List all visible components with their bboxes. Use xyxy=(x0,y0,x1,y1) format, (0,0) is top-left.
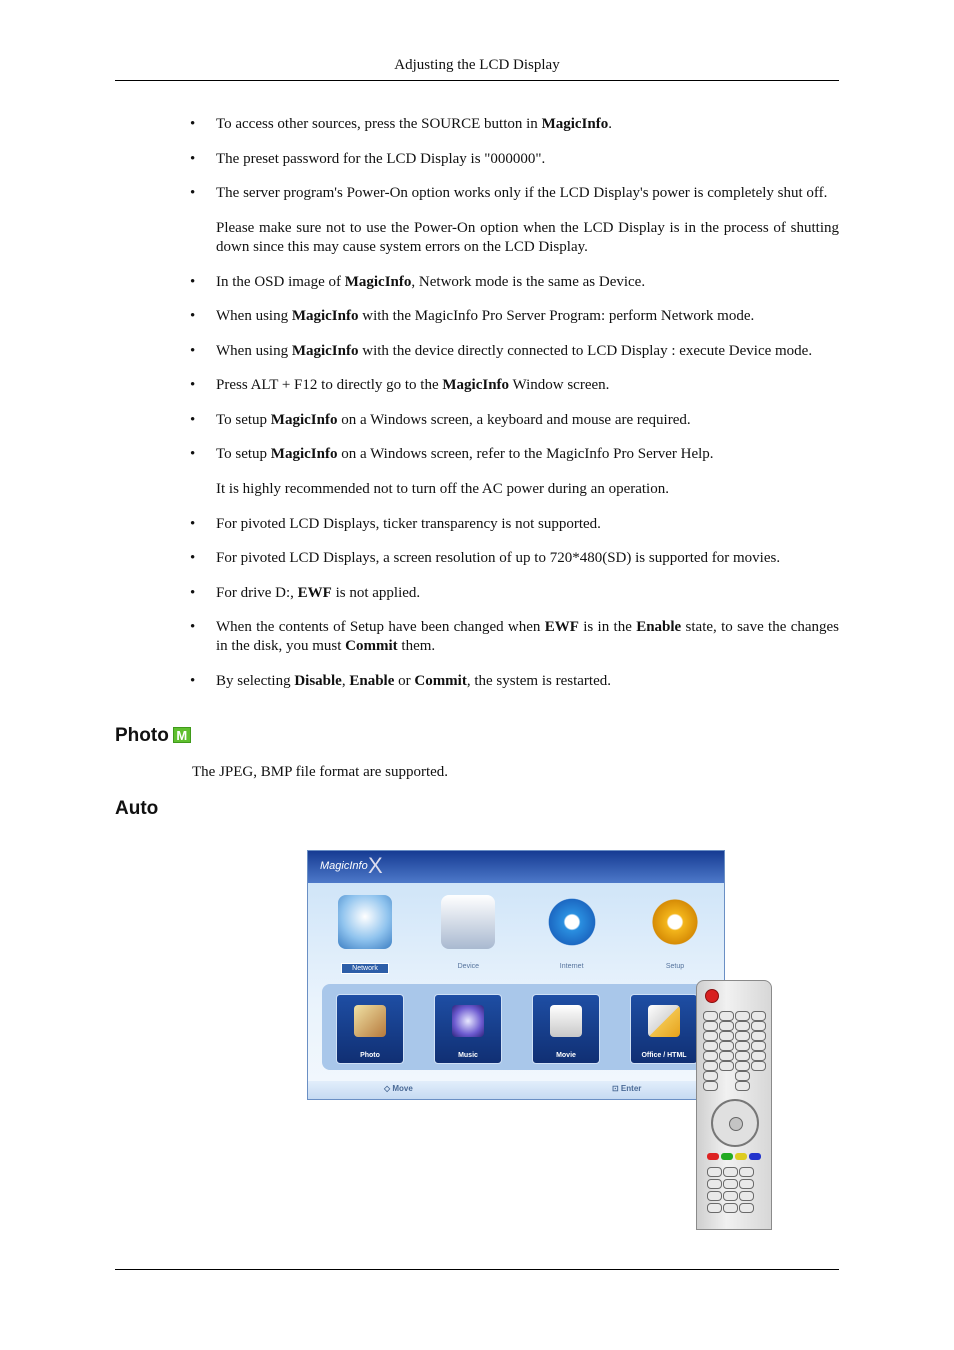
note-text xyxy=(216,516,601,532)
bullet-glyph: • xyxy=(190,446,196,462)
footer-rule xyxy=(115,1269,839,1270)
office-icon xyxy=(648,1005,680,1037)
magicinfo-brand-mark: X xyxy=(368,853,383,878)
bold-term: MagicInfo xyxy=(270,411,338,428)
text-run: or xyxy=(394,672,415,689)
text-run: on a Windows screen, refer to the MagicInfo Pro Server Help. xyxy=(337,446,714,462)
tile-label-text: Device xyxy=(457,963,480,970)
remote-key xyxy=(707,1191,722,1201)
text-run: Window screen. xyxy=(509,377,610,393)
bold-term: Enable xyxy=(636,619,682,635)
tile-internet xyxy=(537,895,607,974)
remote-key xyxy=(739,1191,754,1201)
app-photo xyxy=(336,994,404,1064)
tile-label-text: Internet xyxy=(559,963,584,970)
remote-key xyxy=(703,1071,718,1081)
remote-key xyxy=(723,1167,738,1177)
app-music xyxy=(434,994,502,1064)
bold-term: MagicInfo xyxy=(291,342,359,359)
note-item-source xyxy=(190,115,839,134)
text-run: them. xyxy=(397,638,436,654)
note-followup: It is highly recommended not to turn off the AC power during an operation. xyxy=(216,481,669,497)
text-run: To setup xyxy=(216,446,271,462)
bold-term: EWF xyxy=(544,619,579,635)
note-text xyxy=(216,343,812,359)
note-text xyxy=(216,550,780,566)
text-run: For pivoted LCD Displays, a screen resolution of up to 720*480(SD) is supported for movies. xyxy=(216,550,781,566)
remote-key xyxy=(735,1061,750,1071)
bullet-glyph: • xyxy=(190,116,196,132)
network-icon xyxy=(338,895,392,949)
tile-label-text: Setup xyxy=(665,963,685,970)
remote-key xyxy=(735,1041,750,1051)
remote-key xyxy=(735,1021,750,1031)
app-label: Movie xyxy=(556,1052,576,1059)
tile-label xyxy=(433,963,503,970)
internet-icon xyxy=(545,895,599,949)
text-run: with the device directly connected to LCD Display : execute Device mode. xyxy=(358,342,813,359)
text-run: To setup xyxy=(216,411,271,428)
remote-red-button xyxy=(707,1153,719,1160)
remote-key xyxy=(719,1041,734,1051)
bullet-glyph: • xyxy=(190,550,196,566)
photo-heading xyxy=(115,725,191,747)
remote-key xyxy=(703,1081,718,1091)
remote-key xyxy=(735,1071,750,1081)
note-text xyxy=(216,377,609,393)
m-badge-icon: M xyxy=(173,727,191,743)
text-run: is not applied. xyxy=(331,584,421,601)
bullet-glyph: • xyxy=(190,411,196,428)
text-run: is in the xyxy=(578,619,637,635)
remote-green-button xyxy=(721,1153,733,1160)
remote-key xyxy=(703,1061,718,1071)
note-item-device xyxy=(190,342,839,361)
remote-key xyxy=(751,1011,766,1021)
bullet-glyph: • xyxy=(190,150,196,167)
setup-gear-icon xyxy=(648,895,702,949)
app-movie xyxy=(532,994,600,1064)
remote-key xyxy=(719,1031,734,1041)
text-run: Press ALT + F12 to directly go to the xyxy=(216,377,443,393)
remote-dpad-center xyxy=(729,1117,743,1131)
bullet-glyph: • xyxy=(190,185,196,201)
bold-term: MagicInfo xyxy=(442,377,510,393)
note-item-ewf xyxy=(190,584,839,603)
remote-key xyxy=(739,1179,754,1189)
remote-key xyxy=(719,1021,734,1031)
header-rule xyxy=(115,80,839,81)
remote-key xyxy=(751,1051,766,1061)
tile-network xyxy=(330,895,400,974)
note-text xyxy=(216,619,839,654)
app-label: Music xyxy=(458,1052,478,1059)
note-text xyxy=(216,585,420,601)
remote-key xyxy=(751,1021,766,1031)
note-text xyxy=(216,308,754,324)
note-text xyxy=(216,185,827,201)
remote-control-image xyxy=(696,980,772,1230)
photo-icon xyxy=(354,1005,386,1037)
note-text xyxy=(216,412,691,428)
tile-device xyxy=(433,895,503,974)
bold-term: Commit xyxy=(414,672,467,689)
page-header-title: Adjusting the LCD Display xyxy=(394,57,560,73)
text-run: , Network mode is the same as Device. xyxy=(411,273,646,290)
move-hint: ◇ Move xyxy=(384,1084,413,1093)
remote-key xyxy=(703,1021,718,1031)
bold-term: MagicInfo xyxy=(291,308,359,324)
remote-key xyxy=(703,1041,718,1051)
note-text xyxy=(216,673,611,689)
text-run: with the MagicInfo Pro Server Program: perform Network mode. xyxy=(358,308,755,324)
bullet-glyph: • xyxy=(190,515,196,532)
remote-key xyxy=(707,1167,722,1177)
remote-key xyxy=(719,1051,734,1061)
note-text xyxy=(216,151,545,167)
text-run: When using xyxy=(216,308,292,324)
auto-heading: Auto xyxy=(115,798,159,819)
text-run: For pivoted LCD Displays, ticker transparency is not supported. xyxy=(216,515,601,532)
bullet-glyph: • xyxy=(190,672,196,689)
magicinfo-screenshot xyxy=(307,850,725,1100)
note-text xyxy=(216,116,612,132)
note-item-resolution xyxy=(190,549,839,568)
remote-key xyxy=(735,1011,750,1021)
bold-term: Commit xyxy=(345,638,398,654)
mode-tiles xyxy=(330,895,710,974)
remote-key xyxy=(735,1031,750,1041)
remote-power-button xyxy=(705,989,719,1003)
tile-label-text: Network xyxy=(341,963,389,974)
remote-key xyxy=(739,1203,754,1213)
note-item-help xyxy=(190,445,839,499)
remote-key xyxy=(751,1041,766,1051)
photo-description: The JPEG, BMP file format are supported. xyxy=(192,764,449,780)
text-run: on a Windows screen, a keyboard and mouse are required. xyxy=(337,411,691,428)
screenshot-footer xyxy=(308,1081,724,1099)
bold-term: Disable xyxy=(294,672,342,689)
tile-label xyxy=(330,963,400,974)
text-run: The preset password for the LCD Display is "000000". xyxy=(216,150,546,167)
note-item-commit xyxy=(190,618,839,656)
magicinfo-title-bar xyxy=(308,851,724,883)
remote-key xyxy=(751,1061,766,1071)
movie-icon xyxy=(550,1005,582,1037)
remote-key xyxy=(723,1203,738,1213)
note-item-ticker xyxy=(190,515,839,534)
tile-setup xyxy=(640,895,710,974)
remote-key xyxy=(751,1031,766,1041)
text-run: In the OSD image of xyxy=(216,273,345,290)
remote-key xyxy=(735,1081,750,1091)
note-item-osd xyxy=(190,273,839,292)
app-buttons xyxy=(336,994,698,1064)
remote-yellow-button xyxy=(735,1153,747,1160)
remote-key xyxy=(707,1179,722,1189)
bold-term: Enable xyxy=(349,672,395,689)
text-run: When the contents of Setup have been changed when xyxy=(216,619,545,635)
note-followup: Please make sure not to use the Power-On option when the LCD Display is in the process of shutting down since this may cause system errors on the LCD Display. xyxy=(216,220,839,255)
app-label: Photo xyxy=(360,1052,380,1059)
remote-key xyxy=(735,1051,750,1061)
music-icon xyxy=(452,1005,484,1037)
text-run: The server program's Power-On option works only if the LCD Display's power is completely shut off. xyxy=(216,185,828,201)
note-text xyxy=(216,446,714,462)
remote-key xyxy=(703,1031,718,1041)
photo-heading-text: Photo xyxy=(115,725,169,746)
note-item-poweron xyxy=(190,184,839,257)
app-office xyxy=(630,994,698,1064)
remote-key xyxy=(723,1191,738,1201)
remote-key xyxy=(703,1051,718,1061)
app-label: Office / HTML xyxy=(641,1052,687,1059)
notes-list xyxy=(190,115,839,706)
text-run: state, to save the changes in the disk, you must xyxy=(216,619,840,654)
note-text xyxy=(216,274,645,290)
bullet-glyph: • xyxy=(190,584,196,601)
bold-term: MagicInfo xyxy=(344,273,412,290)
tile-label xyxy=(537,963,607,970)
bold-term: EWF xyxy=(297,584,332,601)
text-run: When using xyxy=(216,342,292,359)
note-item-altf12 xyxy=(190,376,839,395)
enter-hint: ⊡ Enter xyxy=(612,1084,642,1093)
remote-key xyxy=(703,1011,718,1021)
remote-key xyxy=(719,1061,734,1071)
bold-term: MagicInfo xyxy=(270,446,338,462)
text-run: . xyxy=(608,116,612,132)
text-run: , the system is restarted. xyxy=(466,672,611,689)
note-item-restart xyxy=(190,672,839,691)
note-item-password xyxy=(190,150,839,169)
remote-key xyxy=(723,1179,738,1189)
bullet-glyph: • xyxy=(190,342,196,359)
text-run: For drive D:, xyxy=(216,584,298,601)
bullet-glyph: • xyxy=(190,273,196,290)
text-run: , xyxy=(341,672,350,689)
bold-term: MagicInfo xyxy=(541,116,609,132)
remote-blue-button xyxy=(749,1153,761,1160)
note-item-network xyxy=(190,307,839,326)
bullet-glyph: • xyxy=(190,377,196,393)
text-run: By selecting xyxy=(216,672,295,689)
remote-key xyxy=(739,1167,754,1177)
magicinfo-brand: MagicInfo xyxy=(320,860,368,872)
bullet-glyph: • xyxy=(190,619,196,635)
note-item-keyboard xyxy=(190,411,839,430)
remote-key xyxy=(719,1011,734,1021)
text-run: To access other sources, press the SOURCE button in xyxy=(216,116,542,132)
tile-label xyxy=(640,963,710,970)
bullet-glyph: • xyxy=(190,308,196,324)
device-icon xyxy=(441,895,495,949)
remote-key xyxy=(707,1203,722,1213)
remote-dpad xyxy=(711,1099,759,1147)
